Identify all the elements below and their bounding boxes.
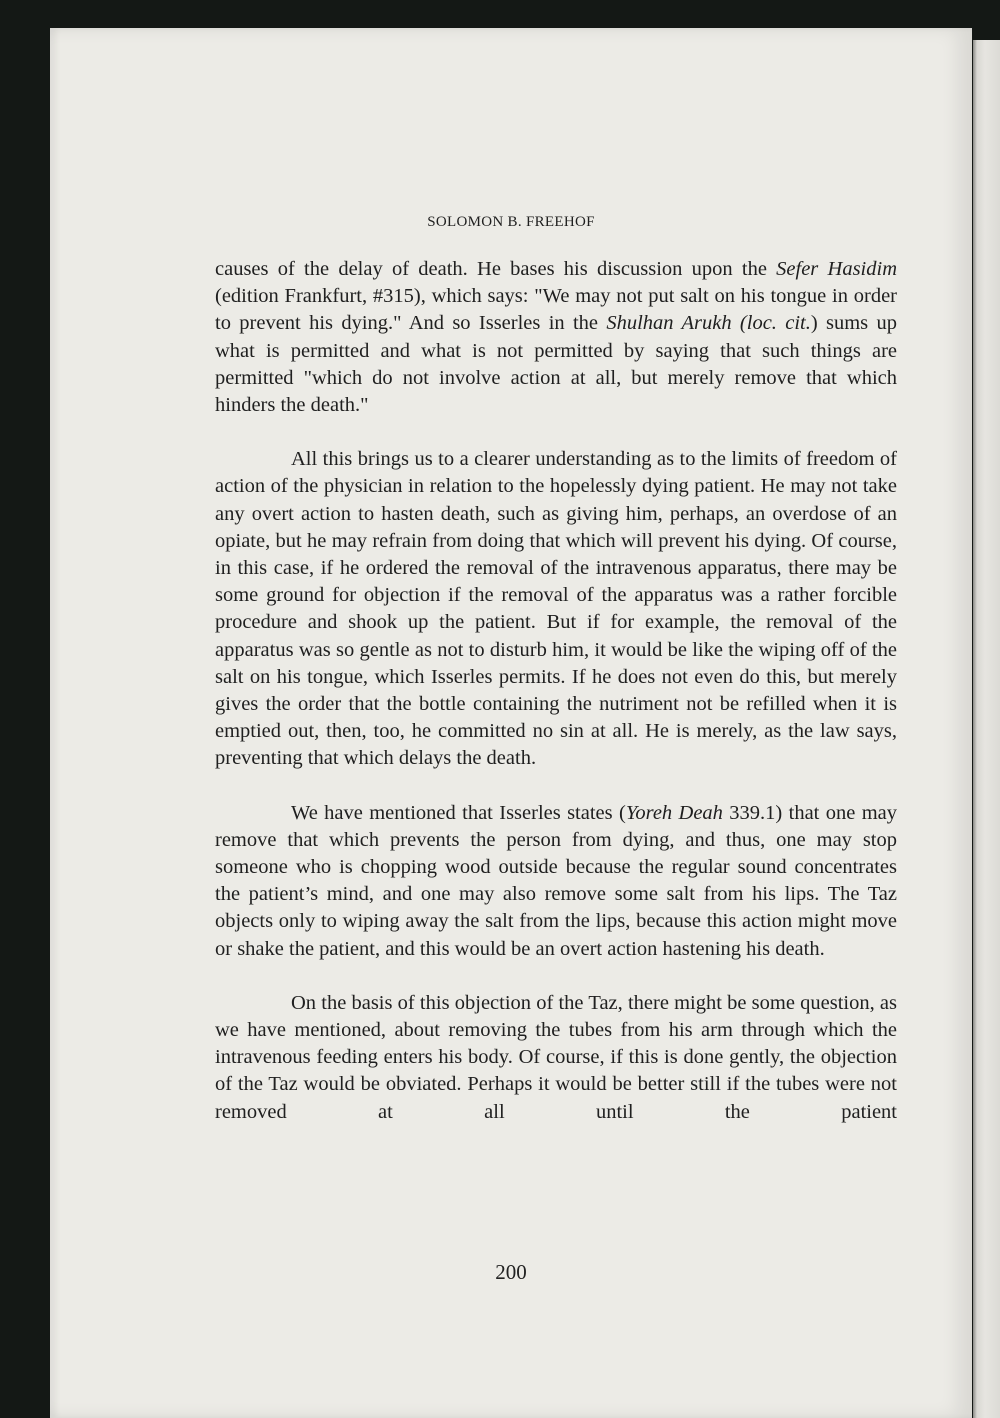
page-number: 200 xyxy=(495,1260,527,1284)
book-page xyxy=(50,28,972,1418)
running-head: SOLOMON B. FREEHOF xyxy=(427,214,595,230)
paragraph-3 xyxy=(215,800,897,963)
italic-text-run: Yoreh Deah xyxy=(625,801,723,824)
text-run: On the basis of this objection of the Taz, there might be some question, as we have mentioned, about removing the tubes from his arm through which the intravenous feeding enters his body. Of course, if this is done gently, the objection of the Taz would be obviated. Perhaps it would be better still if the tubes were not removed at all until the patient xyxy=(215,991,897,1123)
facing-page-edge xyxy=(973,40,1000,1418)
text-run: (edition Frankfurt, #315), which says: "We may not put salt on his tongue in order to prevent his dying." And so Isserles in the xyxy=(215,285,897,335)
text-run: ) sums up what is permitted and what is not permitted by saying that such things are permitted "which do not involve action at all, but merely remove that which hinders the death." xyxy=(215,312,897,417)
paragraph-4 xyxy=(215,990,897,1126)
italic-text-run: Sefer Hasidim xyxy=(776,258,897,280)
text-run: 339.1) that one may remove that which prevents the person from dying, and thus, one may stop someone who is chopping wood outside because the regular sound concentrates the patient’s mind, and one may also remove some salt from his lips. The Taz objects only to wiping away the salt from the lips, because this action might move or shake the patient, and this would be an overt action hastening his death. xyxy=(215,801,897,960)
text-run: All this brings us to a clearer understanding as to the limits of freedom of action of the physician in relation to the hopelessly dying patient. He may not take any overt action to hasten death, such as giving him, perhaps, an overdose of an opiate, but he may refrain from doing that which will prevent his dying. Of course, in this case, if he ordered the removal of the intravenous apparatus, there may be some ground for objection if the removal of the apparatus was a rather forcible procedure and shook up the patient. But if for example, the removal of the apparatus was so gentle as not to disturb him, it would be like the wiping off of the salt on his tongue, which Isserles permits. If he does not even do this, but merely gives the order that the bottle containing the nutriment not be refilled when it is emptied out, then, too, he committed no sin at all. He is merely, as the law says, preventing that which delays the death. xyxy=(215,448,897,770)
paragraph-2 xyxy=(215,446,897,772)
text-run: causes of the delay of death. He bases his discussion upon the xyxy=(215,258,777,280)
paragraph-1 xyxy=(215,256,897,419)
body-text xyxy=(215,256,897,1126)
text-run: We have mentioned that Isserles states ( xyxy=(291,801,626,824)
italic-text-run: Shulhan Arukh (loc. cit. xyxy=(606,312,811,335)
